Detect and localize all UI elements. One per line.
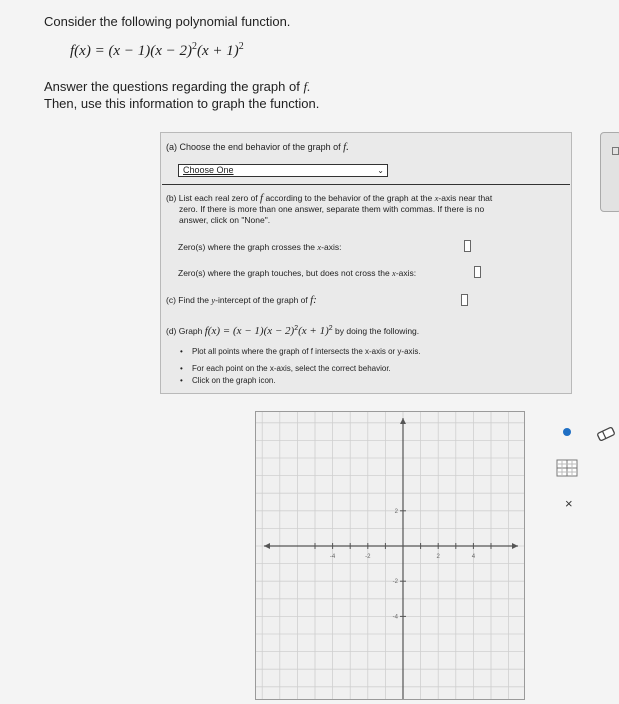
zeros-cross-input[interactable] [464, 240, 471, 252]
zeros-touch-input[interactable] [474, 266, 481, 278]
part-b-prompt [166, 193, 568, 226]
part-d-bullet: • Plot all points where the graph of f intersects the x-axis or y-axis. [192, 347, 421, 356]
formula-lhs: f(x) = [70, 43, 109, 59]
part-d-bullet: • Click on the graph icon. [192, 376, 276, 385]
part-d-formula: f(x) = (x − 1)(x − 2) [204, 324, 295, 337]
graph-icon-svg [556, 459, 578, 477]
part-b-text-2: according to the behavior of the graph at the [263, 193, 435, 203]
part-a-text: (a) Choose the end behavior of the graph of [166, 142, 344, 152]
part-c-axis: y [211, 295, 216, 305]
x-tick-label: 4 [471, 554, 476, 560]
part-d-formula-2: (x + 1) [298, 324, 329, 337]
zeros-cross-suffix: -axis: [321, 242, 342, 252]
part-d-prompt [166, 323, 419, 337]
part-d-suffix: by doing the following. [332, 325, 420, 336]
zeros-cross-label [178, 242, 341, 253]
part-d-bullet: • For each point on the x-axis, select the correct behavior. [192, 364, 391, 373]
graph-area[interactable] [255, 411, 525, 700]
part-b-text-1: (b) List each real zero of [166, 193, 261, 203]
part-b-text-3: -axis near that [438, 193, 493, 203]
part-c-text: (c) Find the [166, 295, 212, 305]
end-behavior-select-value: Choose One [183, 165, 234, 175]
formula-exponent-2: 2 [192, 41, 197, 52]
instructions-line-1 [44, 78, 319, 95]
instructions-line-2: Then, use this information to graph the function. [44, 96, 320, 111]
formula-factor-2: (x − 2) [150, 43, 192, 59]
x-axis-arrow-right [512, 543, 518, 549]
formula-factor-3: (x + 1) [197, 43, 239, 59]
formula-exponent-3: 2 [238, 41, 244, 52]
coordinate-plane[interactable] [256, 412, 524, 699]
x-tick-label: 2 [436, 554, 440, 560]
zeros-cross-text: Zero(s) where the graph crosses the [178, 242, 318, 252]
chevron-down-icon: ⌄ [377, 166, 384, 175]
part-a-var: f. [343, 141, 349, 153]
zeros-touch-axis: x [392, 268, 396, 278]
y-intercept-input[interactable] [461, 294, 468, 306]
problem-intro: Consider the following polynomial function. [44, 14, 291, 29]
zeros-touch-suffix: -axis: [395, 268, 417, 278]
part-b-var: f [260, 192, 264, 204]
part-b-line-2: zero. If there is more than one answer, separate them with commas. If there is no [179, 204, 485, 214]
panel-divider [162, 184, 570, 185]
part-d-exp-1: 2 [294, 325, 299, 332]
zeros-touch-text: Zero(s) where the graph touches, but does not cross the [178, 268, 393, 278]
part-d-exp-2: 2 [328, 325, 333, 332]
part-b-line-3: answer, click on "None". [179, 215, 271, 225]
part-c-text-2: -intercept of the graph of [215, 295, 311, 305]
polynomial-formula [70, 41, 244, 60]
instructions-var: f. [303, 79, 311, 94]
zeros-cross-axis: x [317, 242, 322, 252]
eraser-icon[interactable] [596, 426, 616, 447]
part-b-axis: x [434, 193, 439, 203]
x-tick-label: -2 [365, 554, 371, 560]
x-tick-label: -4 [329, 554, 336, 560]
side-panel-icon [612, 147, 619, 157]
part-a-prompt [166, 141, 349, 153]
x-axis-arrow-left [264, 543, 270, 549]
zeros-touch-label [178, 268, 416, 279]
y-axis-arrow-up [400, 418, 406, 424]
formula-factor-1: (x − 1) [108, 43, 151, 59]
part-c-var: f: [310, 294, 317, 306]
y-tick-label: -4 [392, 614, 398, 621]
end-behavior-select[interactable] [178, 164, 388, 177]
point-tool-icon[interactable] [563, 428, 571, 436]
part-d-text: (d) Graph [166, 325, 205, 336]
part-c-prompt [166, 295, 317, 306]
side-panel-tab[interactable] [600, 132, 619, 212]
part-b-line-1 [166, 193, 568, 204]
instructions-text-1: Answer the questions regarding the graph of [44, 79, 304, 94]
y-tick-label: -2 [392, 579, 398, 586]
close-icon[interactable]: × [565, 496, 573, 511]
graph-icon[interactable] [556, 459, 578, 477]
instructions [44, 78, 319, 112]
y-tick-label: 2 [394, 508, 398, 515]
